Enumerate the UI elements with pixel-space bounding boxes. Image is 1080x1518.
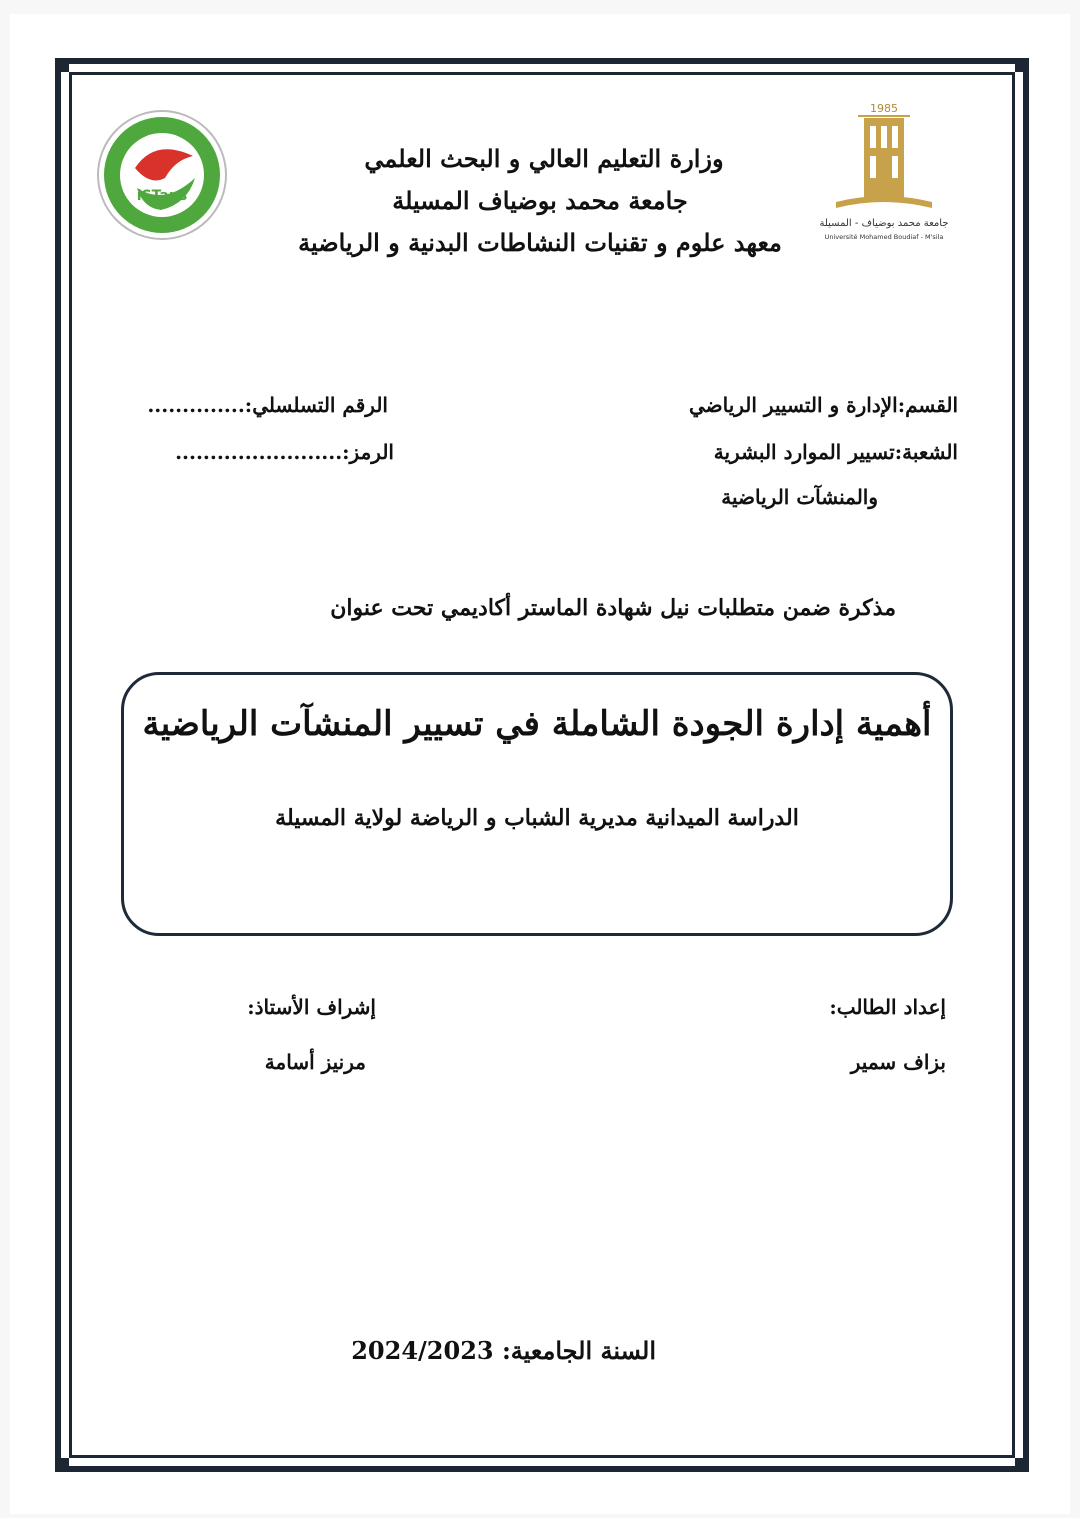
thesis-subtitle: الدراسة الميدانية مديرية الشباب و الرياضة لولاية المسيلة bbox=[275, 805, 799, 831]
frame-corner bbox=[55, 1458, 69, 1472]
university-logo bbox=[818, 98, 950, 248]
svg-text:1985: 1985 bbox=[870, 102, 898, 115]
specialty-label: الشعبة:تسيير الموارد البشرية bbox=[713, 440, 958, 464]
frame-corner bbox=[55, 58, 69, 72]
frame-corner bbox=[1015, 1458, 1029, 1472]
university-name: جامعة محمد بوضياف المسيلة bbox=[392, 186, 688, 215]
code-field: الرمز:........................ bbox=[175, 440, 394, 464]
frame-corner bbox=[1015, 58, 1029, 72]
serial-number-field: الرقم التسلسلي:.............. bbox=[147, 393, 388, 417]
student-label: إعداد الطالب: bbox=[829, 995, 946, 1019]
supervisor-label: إشراف الأستاذ: bbox=[247, 995, 376, 1019]
ministry-name: وزارة التعليم العالي و البحث العلمي bbox=[364, 144, 724, 173]
department-label: القسم:الإدارة و التسيير الرياضي bbox=[688, 393, 958, 417]
thesis-title: أهمية إدارة الجودة الشاملة في تسيير المنشآت الرياضية bbox=[142, 704, 932, 744]
memo-intro: مذكرة ضمن متطلبات نيل شهادة الماستر أكاديمي تحت عنوان bbox=[330, 595, 896, 621]
student-name: بزاف سمير bbox=[850, 1050, 946, 1074]
svg-text:جامعة محمد بوضياف - المسيلة: جامعة محمد بوضياف - المسيلة bbox=[819, 218, 949, 229]
supervisor-name: مرنيز أسامة bbox=[264, 1050, 366, 1074]
institute-logo bbox=[95, 108, 230, 243]
institute-name: معهد علوم و تقنيات النشاطات البدنية و الرياضية bbox=[298, 228, 782, 257]
svg-text:Université Mohamed Boudiaf - M: Université Mohamed Boudiaf - M'sila bbox=[824, 233, 944, 241]
academic-year: السنة الجامعية: 2024/2023 bbox=[351, 1336, 656, 1365]
specialty-continuation: والمنشآت الرياضية bbox=[721, 485, 878, 509]
svg-text:iSTaps: iSTaps bbox=[136, 188, 188, 204]
